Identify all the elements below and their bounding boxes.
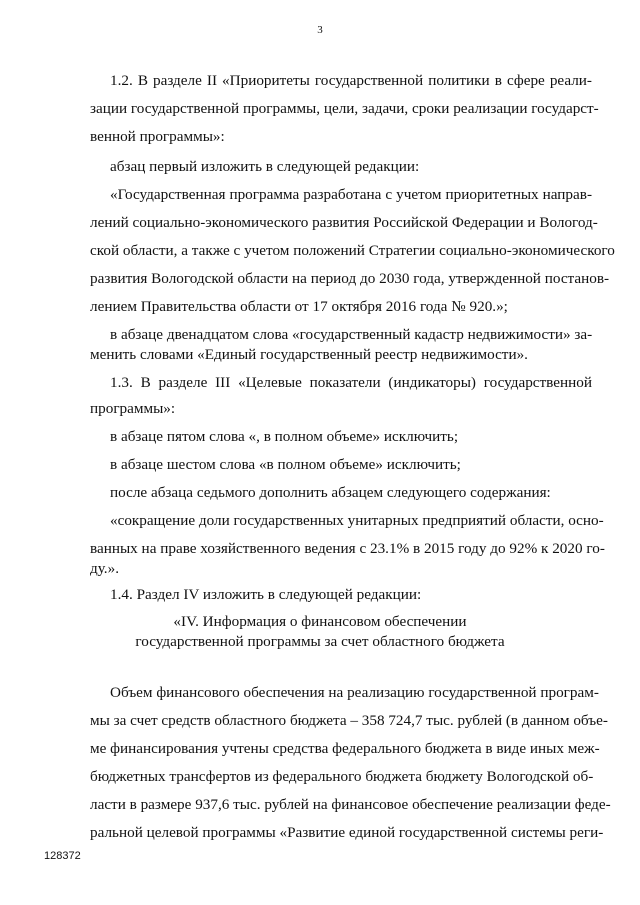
text-line: после абзаца седьмого дополнить абзацем следующего содержания: [110,484,551,501]
text-line: ме финансирования учтены средства федерального бюджета в виде иных меж- [90,740,600,757]
section-heading-line: государственной программы за счет областного бюджета [135,633,505,650]
text-line: менить словами «Единый государственный реестр недвижимости». [90,346,528,363]
text-line: абзац первый изложить в следующей редакции: [110,158,420,175]
text-line: ду.». [90,560,119,577]
document-code: 128372 [44,850,81,862]
text-line: зации государственной программы, цели, задачи, сроки реализации государст- [90,100,599,117]
text-line: венной программы»: [90,128,225,145]
text-line: лением Правительства области от 17 октября 2016 года № 920.»; [90,298,508,315]
text-line: 1.3. В разделе III «Целевые показатели (индикаторы) государственной [110,374,592,391]
text-line: программы»: [90,400,176,417]
text-line: 1.2. В разделе II «Приоритеты государственной политики в сфере реали- [110,72,592,89]
text-line: 1.4. Раздел IV изложить в следующей редакции: [110,586,422,603]
text-line: в абзаце двенадцатом слова «государственный кадастр недвижимости» за- [110,326,593,343]
text-line: ванных на праве хозяйственного ведения с 23.1% в 2015 году до 92% к 2020 го- [90,540,605,557]
text-line: ской области, а также с учетом положений Стратегии социально-экономического [90,242,615,259]
text-line: в абзаце пятом слова «, в полном объеме» исключить; [110,428,459,445]
text-line: ральной целевой программы «Развитие единой государственной системы реги- [90,824,604,841]
text-line: развития Вологодской области на период до 2030 года, утвержденной постанов- [90,270,610,287]
text-line: бюджетных трансфертов из федерального бюджета бюджету Вологодской об- [90,768,594,785]
text-line: «Государственная программа разработана с учетом приоритетных направ- [110,186,592,203]
text-line: «сокращение доли государственных унитарных предприятий области, осно- [110,512,604,529]
text-line: ласти в размере 937,6 тыс. рублей на финансовое обеспечение реализации феде- [90,796,611,813]
text-line: Объем финансового обеспечения на реализацию государственной програм- [110,684,599,701]
text-line: в абзаце шестом слова «в полном объеме» исключить; [110,456,461,473]
text-line: лений социально-экономического развития Российской Федерации и Вологод- [90,214,598,231]
section-heading-line: «IV. Информация о финансовом обеспечении [173,613,467,630]
text-line: мы за счет средств областного бюджета – 358 724,7 тыс. рублей (в данном объе- [90,712,608,729]
page-number: 3 [317,24,323,36]
